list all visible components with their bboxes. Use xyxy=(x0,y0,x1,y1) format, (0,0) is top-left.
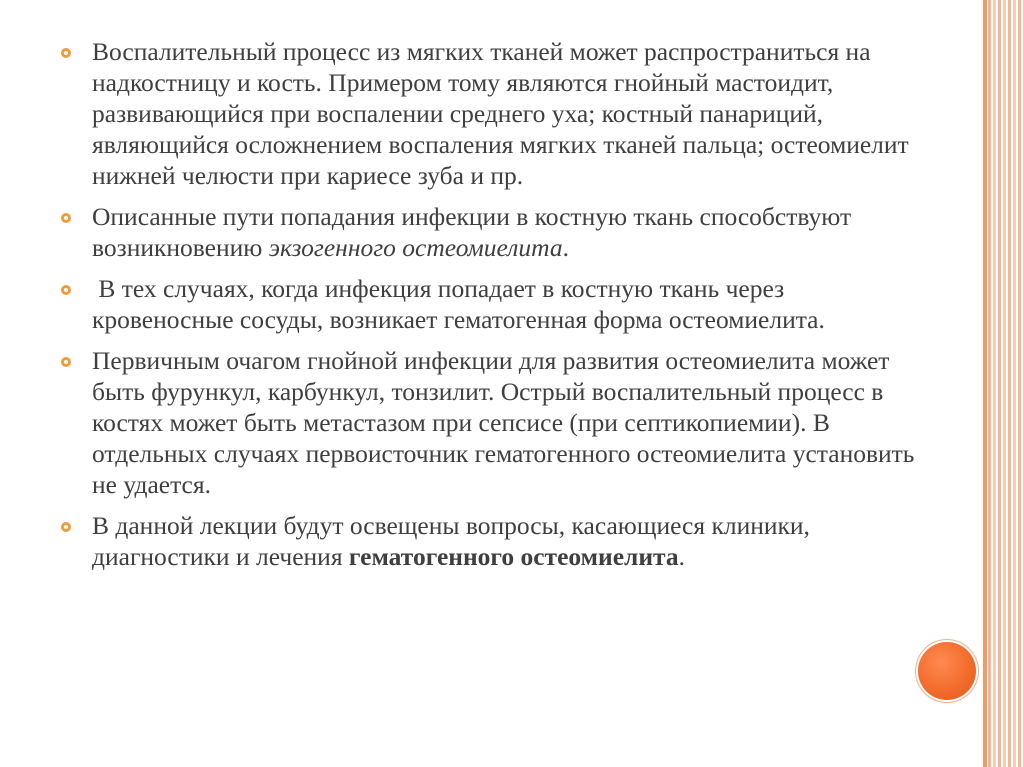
list-item xyxy=(60,345,920,500)
decorative-stripes xyxy=(983,0,1024,767)
list-item xyxy=(60,510,920,572)
list-item xyxy=(60,273,920,335)
bullet-icon xyxy=(61,213,71,223)
bullet-icon xyxy=(61,285,71,295)
paragraph-text: В тех случаях, когда инфекция попадает в костную ткань через кровеносные сосуды, возникает гематогенная форма остеомиелита. xyxy=(92,274,825,334)
paragraph-text: В данной лекции будут освещены вопросы, касающиеся клиники, диагностики и лечения xyxy=(92,511,810,571)
orange-circle-decoration xyxy=(918,642,976,700)
list-item xyxy=(60,201,920,263)
bullet-icon xyxy=(61,48,71,58)
italic-term: экзогенного остеомиелита xyxy=(268,233,563,262)
list-item xyxy=(60,36,920,191)
paragraph-tail: . xyxy=(678,542,685,571)
paragraph-text: Воспалительный процесс из мягких тканей может распространиться на надкостницу и кость. Примером тому являются гнойный мастоидит, развивающийся при воспалении среднего уха; костный панариций, являющийся осложнением воспаления мягких тканей пальца; остеомиелит нижней челюсти при кариесе зуба и пр. xyxy=(92,37,909,190)
bullet-icon xyxy=(61,522,71,532)
bullet-icon xyxy=(61,357,71,367)
bold-term: гематогенного остеомиелита xyxy=(348,542,679,571)
bullet-list xyxy=(60,36,920,582)
paragraph-text: Первичным очагом гнойной инфекции для развития остеомиелита может быть фурункул, карбункул, тонзилит. Острый воспалительный процесс в костях может быть метастазом при сепсисе (при септикопиемии). В отдельных случаях первоисточник гематогенного остеомиелита установить не удается. xyxy=(92,346,915,499)
paragraph-tail: . xyxy=(562,233,569,262)
paragraph-text: Описанные пути попадания инфекции в костную ткань способствуют возникновению xyxy=(92,202,852,262)
